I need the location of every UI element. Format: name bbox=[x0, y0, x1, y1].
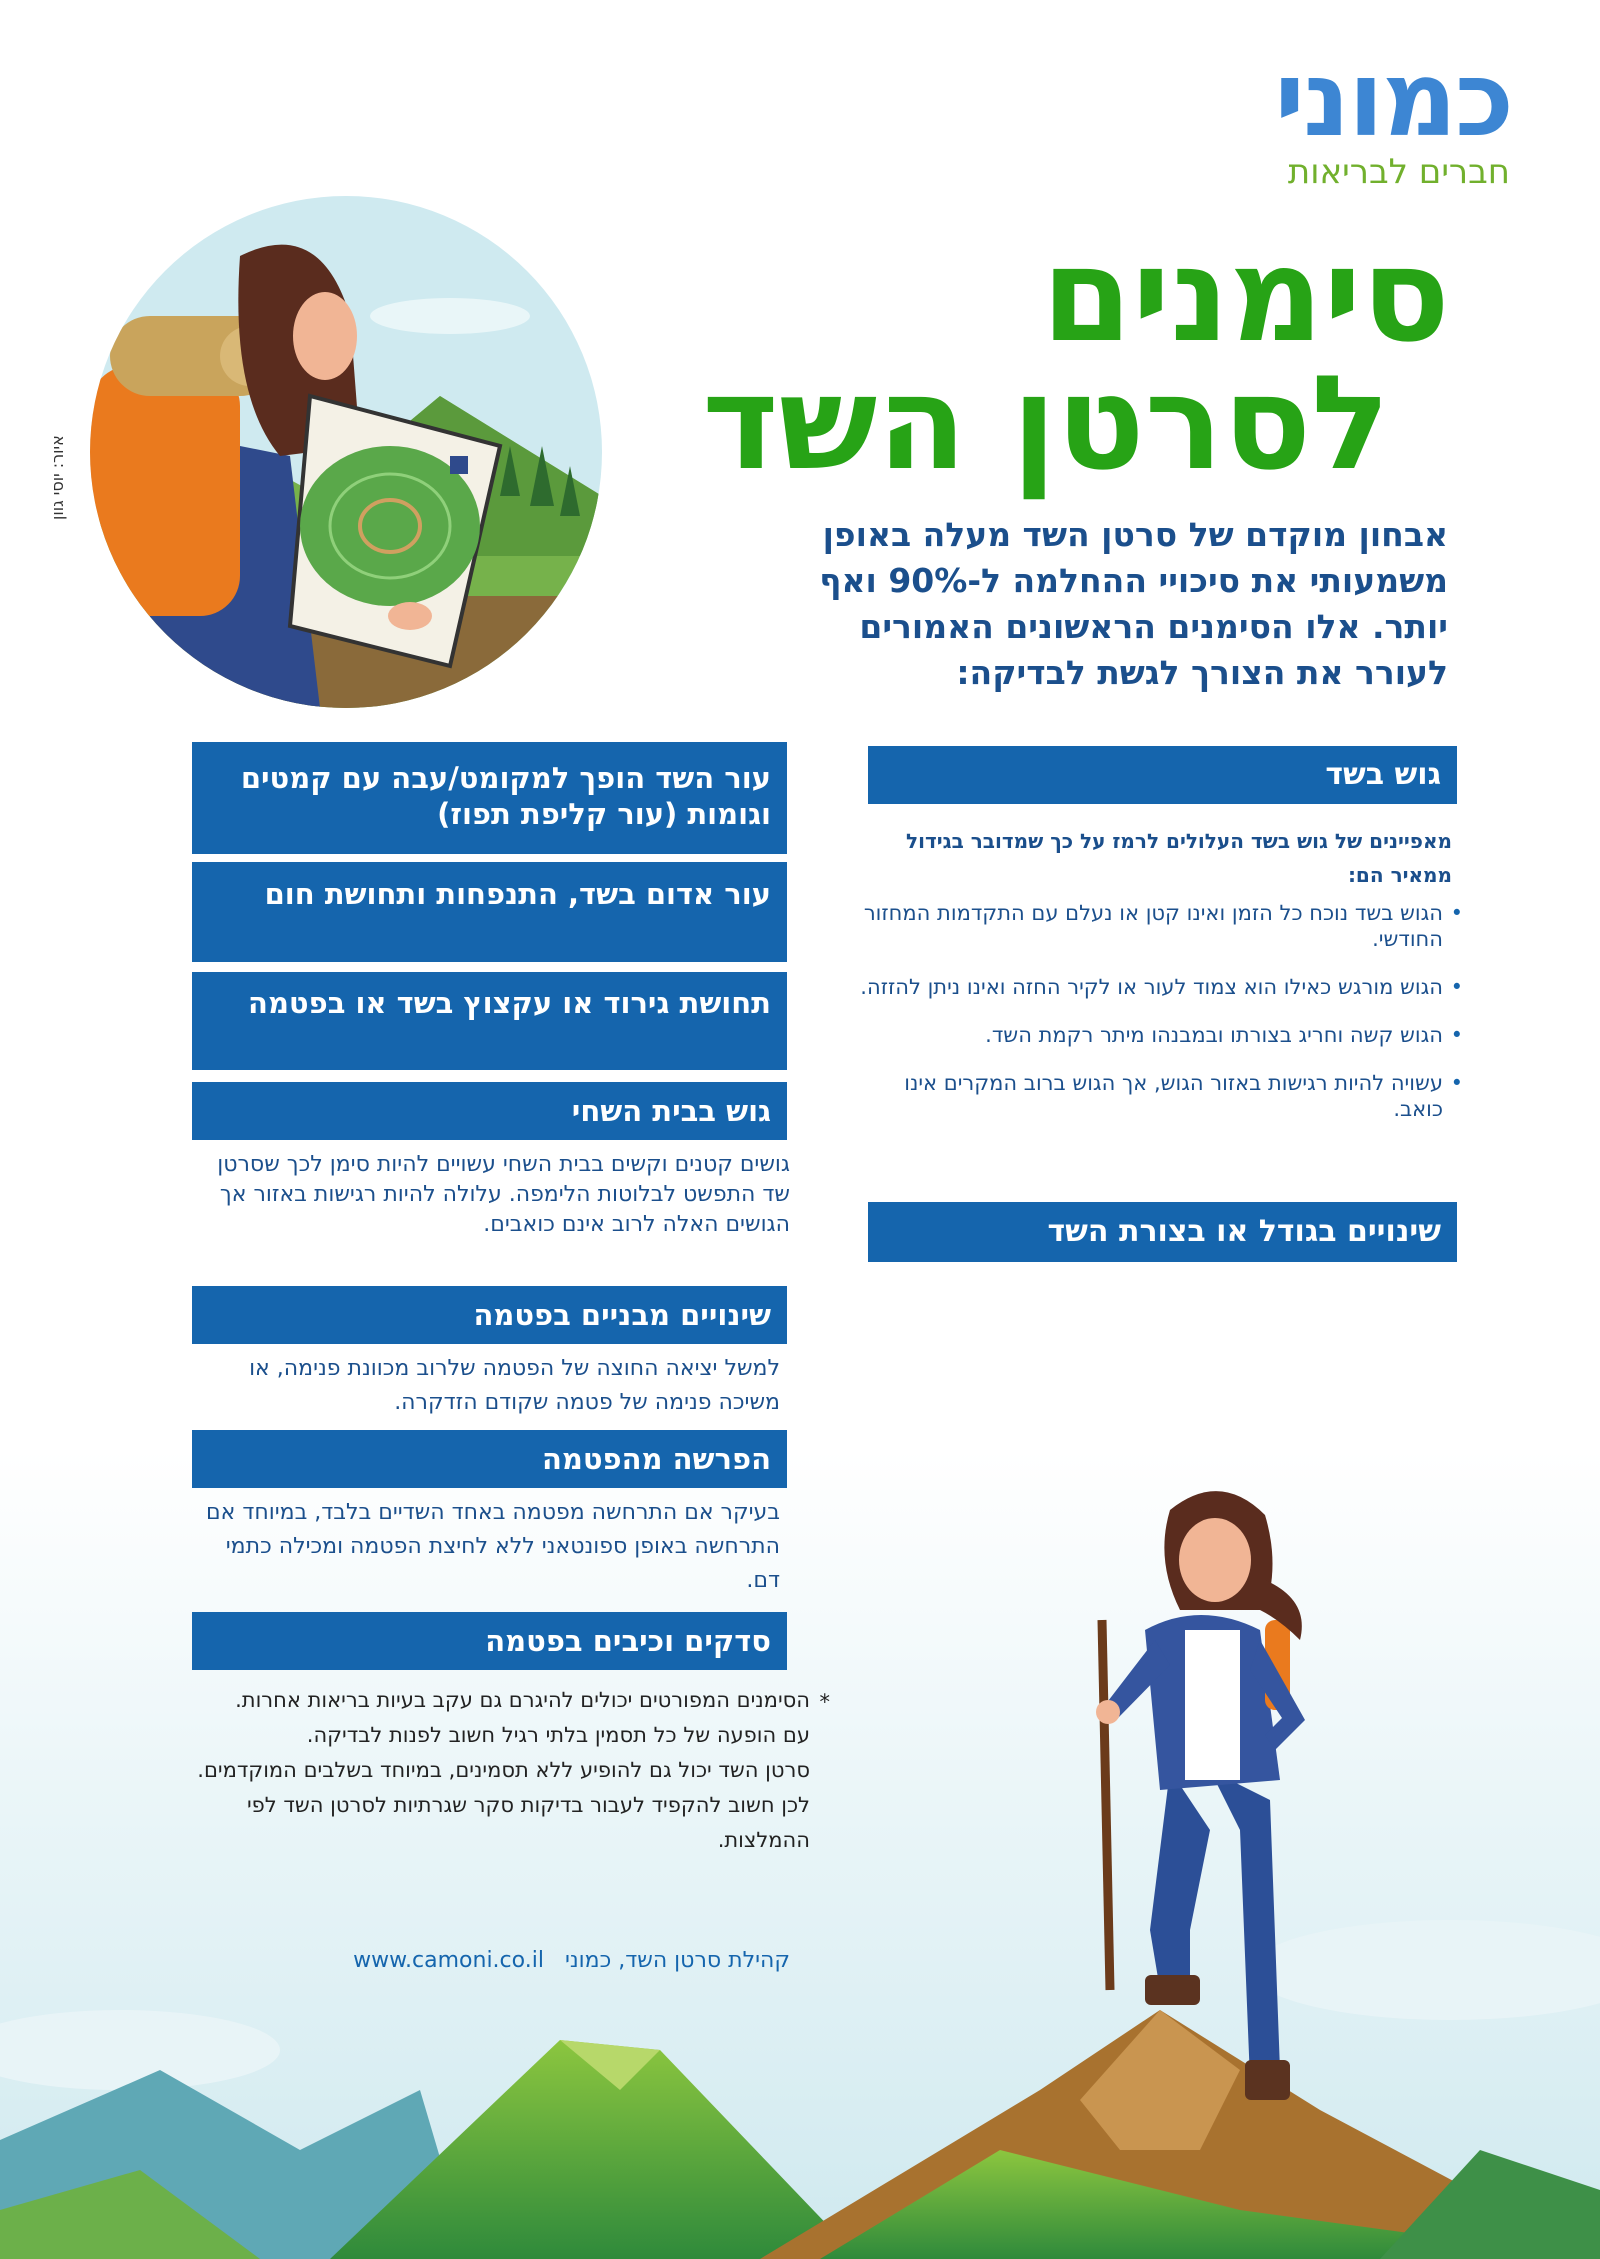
lump-lead-text: מאפיינים של גוש בשד העלולים לרמז על כך שמדובר בגידול ממאיר הם: bbox=[906, 829, 1452, 887]
logo-tagline: חברים לבריאות bbox=[1287, 152, 1510, 192]
website-link[interactable]: www.camoni.co.il bbox=[353, 1948, 544, 1973]
lump-header: גוש בשד bbox=[868, 746, 1457, 804]
logo-wordmark: כמוני bbox=[1274, 38, 1512, 160]
camoni-logo[interactable] bbox=[1212, 38, 1512, 194]
asterisk: * bbox=[819, 1690, 830, 1714]
skin-dimpling-box: עור השד הופך למקומט/עבה עם קמטים וגומות (עור קליפת תפוז) bbox=[192, 742, 787, 854]
footnote-line: הסימנים המפורטים יכולים להיגרם גם עקב בעיות בריאות אחרות. bbox=[235, 1688, 810, 1712]
footnote-line: סרטן השד יכול גם להופיע ללא תסמינים, במיוחד בשלבים המוקדמים. bbox=[197, 1758, 810, 1782]
armpit-lump-header: גוש בבית השחי bbox=[192, 1082, 787, 1140]
signature-line bbox=[290, 1946, 790, 1976]
list-item: • עשויה להיות רגישות באזור הגוש, אך הגוש ברוב המקרים אינו כואב. bbox=[858, 1070, 1443, 1122]
footnote-line: לכן חשוב להקפיד לעבור בדיקות סקר שגרתיות לסרטן השד לפי ההמלצות. bbox=[246, 1793, 810, 1852]
list-item: • הגוש קשה וחריג בצורתו ובמבנהו מיתר רקמת השד. bbox=[858, 1022, 1443, 1048]
size-change-header: שינויים בגודל או בצורת השד bbox=[868, 1202, 1457, 1262]
cracks-header: סדקים וכיבים בפטמה bbox=[192, 1612, 787, 1670]
community-name: קהילת סרטן השד, כמוני bbox=[564, 1948, 790, 1973]
nipple-change-text: למשל יציאה החוצה של הפטמה שלרוב מכוונת פנימה, או משיכה פנימה של פטמה שקודם הזדקרה. bbox=[249, 1356, 780, 1415]
lump-characteristics-list bbox=[858, 900, 1465, 1144]
list-item: • הגוש מורגש כאילו הוא צמוד לעור או לקיר החזה ואינו ניתן להזזה. bbox=[858, 974, 1443, 1000]
itching-box: תחושת גירוד או עקצוץ בשד או בפטמה bbox=[192, 972, 787, 1070]
discharge-text: בעיקר אם התרחשה מפטמה באחד השדיים בלבד, במיוחד אם התרחשה באופן ספונטאני ללא לחיצת הפטמה ומכילה כתמי דם. bbox=[206, 1500, 780, 1593]
nipple-change-header: שינויים מבניים בפטמה bbox=[192, 1286, 787, 1344]
red-skin-box: עור אדום בשד, התנפחות ותחושת חום bbox=[192, 862, 787, 962]
intro-paragraph: אבחון מוקדם של סרטן השד מעלה באופן משמעותי את סיכויי ההחלמה ל-90% ואף יותר. אלו הסימנים הראשונים האמורים לעורר את הצורך לגשת לבדיקה: bbox=[819, 515, 1448, 692]
page-title-line2: לסרטן השד bbox=[702, 347, 1390, 499]
armpit-lump-text: גושים קטנים וקשים בבית השחי עשויים להיות סימן לכך שסרטן שד התפשט לבלוטות הלימפה. עלולה להיות רגישות באזור אך הגושים האלה לרוב אינם כואבים. bbox=[217, 1152, 790, 1237]
page-title-line1: סימנים bbox=[1041, 219, 1450, 371]
list-item: • הגוש בשד נוכח כל הזמן ואינו קטן או נעלם עם התקדמות המחזור החודשי. bbox=[858, 900, 1443, 952]
woman-reading-map-icon bbox=[90, 196, 602, 708]
footnote bbox=[180, 1683, 830, 1858]
footnote-line: עם הופעה של כל תסמין בלתי רגיל חשוב לפנות לבדיקה. bbox=[306, 1723, 810, 1747]
discharge-header: הפרשה מהפטמה bbox=[192, 1430, 787, 1488]
illustration-credit: איור: יוסי גוון bbox=[48, 435, 67, 520]
woman-hiker-on-mountain-icon bbox=[1050, 1470, 1400, 2230]
